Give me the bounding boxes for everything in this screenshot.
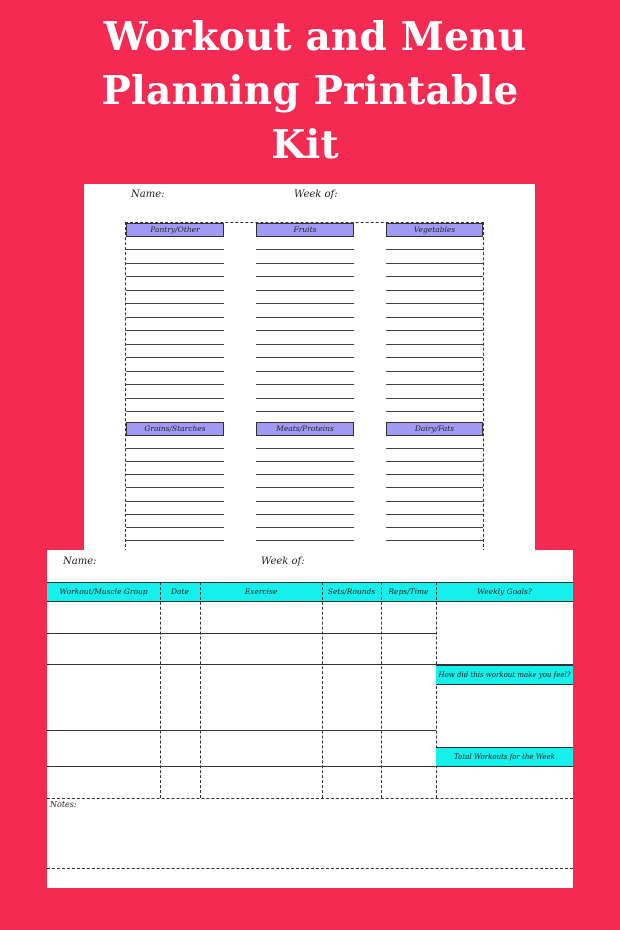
- feel-header: How did this workout make you feel?: [436, 665, 573, 685]
- ruled-line: [256, 330, 354, 331]
- ruled-line: [256, 290, 354, 291]
- ruled-line: [256, 474, 354, 475]
- ruled-line: [386, 411, 483, 412]
- ruled-line: [386, 461, 483, 462]
- col-exercise: Exercise: [244, 587, 278, 596]
- grocery-name-label: Name:: [131, 189, 165, 200]
- ruled-line: [386, 398, 483, 399]
- ruled-line: [126, 263, 224, 264]
- ruled-line: [256, 249, 354, 250]
- ruled-line: [386, 317, 483, 318]
- section-header-vegetables: Vegetables: [386, 223, 483, 237]
- ruled-line: [126, 514, 224, 515]
- total-workouts-header: Total Workouts for the Week: [436, 747, 573, 767]
- ruled-line: [126, 303, 224, 304]
- ruled-line: [126, 249, 224, 250]
- ruled-line: [256, 487, 354, 488]
- ruled-line: [126, 411, 224, 412]
- ruled-line: [126, 330, 224, 331]
- grocery-week-label: Week of:: [294, 189, 338, 200]
- section-header-dairy: Dairy/Fats: [386, 422, 483, 436]
- ruled-line: [256, 527, 354, 528]
- grains-lines: [126, 436, 224, 554]
- title-line-2: Planning Printable: [101, 68, 519, 114]
- page-title: [0, 10, 620, 172]
- col-reps: Reps/Time: [388, 587, 429, 596]
- row-line: [47, 798, 573, 799]
- ruled-line: [126, 527, 224, 528]
- ruled-line: [386, 330, 483, 331]
- ruled-line: [386, 540, 483, 541]
- ruled-line: [386, 527, 483, 528]
- workout-name-label: Name:: [63, 556, 97, 567]
- ruled-line: [126, 461, 224, 462]
- notes-line: [47, 868, 573, 869]
- ruled-line: [126, 487, 224, 488]
- ruled-line: [126, 276, 224, 277]
- fruits-lines: [256, 237, 354, 412]
- ruled-line: [386, 263, 483, 264]
- ruled-line: [386, 501, 483, 502]
- meats-lines: [256, 436, 354, 554]
- ruled-line: [386, 276, 483, 277]
- col-weekly-goals: Weekly Goals?: [477, 587, 532, 596]
- ruled-line: [386, 290, 483, 291]
- workout-log-sheet: [47, 550, 573, 888]
- ruled-line: [256, 411, 354, 412]
- ruled-line: [256, 263, 354, 264]
- ruled-line: [256, 448, 354, 449]
- section-header-fruits: Fruits: [256, 223, 354, 237]
- ruled-line: [386, 487, 483, 488]
- row-line: [47, 633, 436, 634]
- title-line-3: Kit: [271, 122, 339, 168]
- ruled-line: [386, 249, 483, 250]
- ruled-line: [256, 384, 354, 385]
- ruled-line: [256, 514, 354, 515]
- ruled-line: [126, 540, 224, 541]
- ruled-line: [256, 276, 354, 277]
- ruled-line: [256, 303, 354, 304]
- col-workout: Workout/Muscle Group: [59, 587, 148, 596]
- ruled-line: [256, 540, 354, 541]
- workout-header-row: [47, 582, 573, 602]
- ruled-line: [126, 344, 224, 345]
- ruled-line: [126, 398, 224, 399]
- col-date: Date: [171, 587, 189, 596]
- row-line: [47, 730, 436, 731]
- ruled-line: [386, 384, 483, 385]
- ruled-line: [126, 448, 224, 449]
- ruled-line: [126, 317, 224, 318]
- ruled-line: [126, 474, 224, 475]
- ruled-line: [256, 398, 354, 399]
- workout-week-label: Week of:: [261, 556, 305, 567]
- dairy-lines: [386, 436, 483, 554]
- section-header-pantry: Pantry/Other: [126, 223, 224, 237]
- ruled-line: [386, 357, 483, 358]
- ruled-line: [126, 371, 224, 372]
- row-line: [47, 766, 436, 767]
- ruled-line: [126, 357, 224, 358]
- ruled-line: [126, 290, 224, 291]
- ruled-line: [256, 344, 354, 345]
- ruled-line: [386, 514, 483, 515]
- ruled-line: [386, 303, 483, 304]
- ruled-line: [126, 501, 224, 502]
- ruled-line: [256, 371, 354, 372]
- vegetables-lines: [386, 237, 483, 412]
- grocery-list-sheet: [84, 184, 535, 564]
- ruled-line: [386, 371, 483, 372]
- col-sets: Sets/Rounds: [327, 587, 376, 596]
- ruled-line: [126, 384, 224, 385]
- ruled-line: [256, 461, 354, 462]
- notes-label: Notes:: [50, 800, 77, 809]
- ruled-line: [256, 357, 354, 358]
- ruled-line: [386, 344, 483, 345]
- ruled-line: [386, 474, 483, 475]
- ruled-line: [386, 448, 483, 449]
- section-header-grains: Grains/Starches: [126, 422, 224, 436]
- pantry-lines: [126, 237, 224, 412]
- ruled-line: [256, 501, 354, 502]
- ruled-line: [256, 317, 354, 318]
- section-header-meats: Meats/Proteins: [256, 422, 354, 436]
- title-line-1: Workout and Menu: [103, 14, 527, 60]
